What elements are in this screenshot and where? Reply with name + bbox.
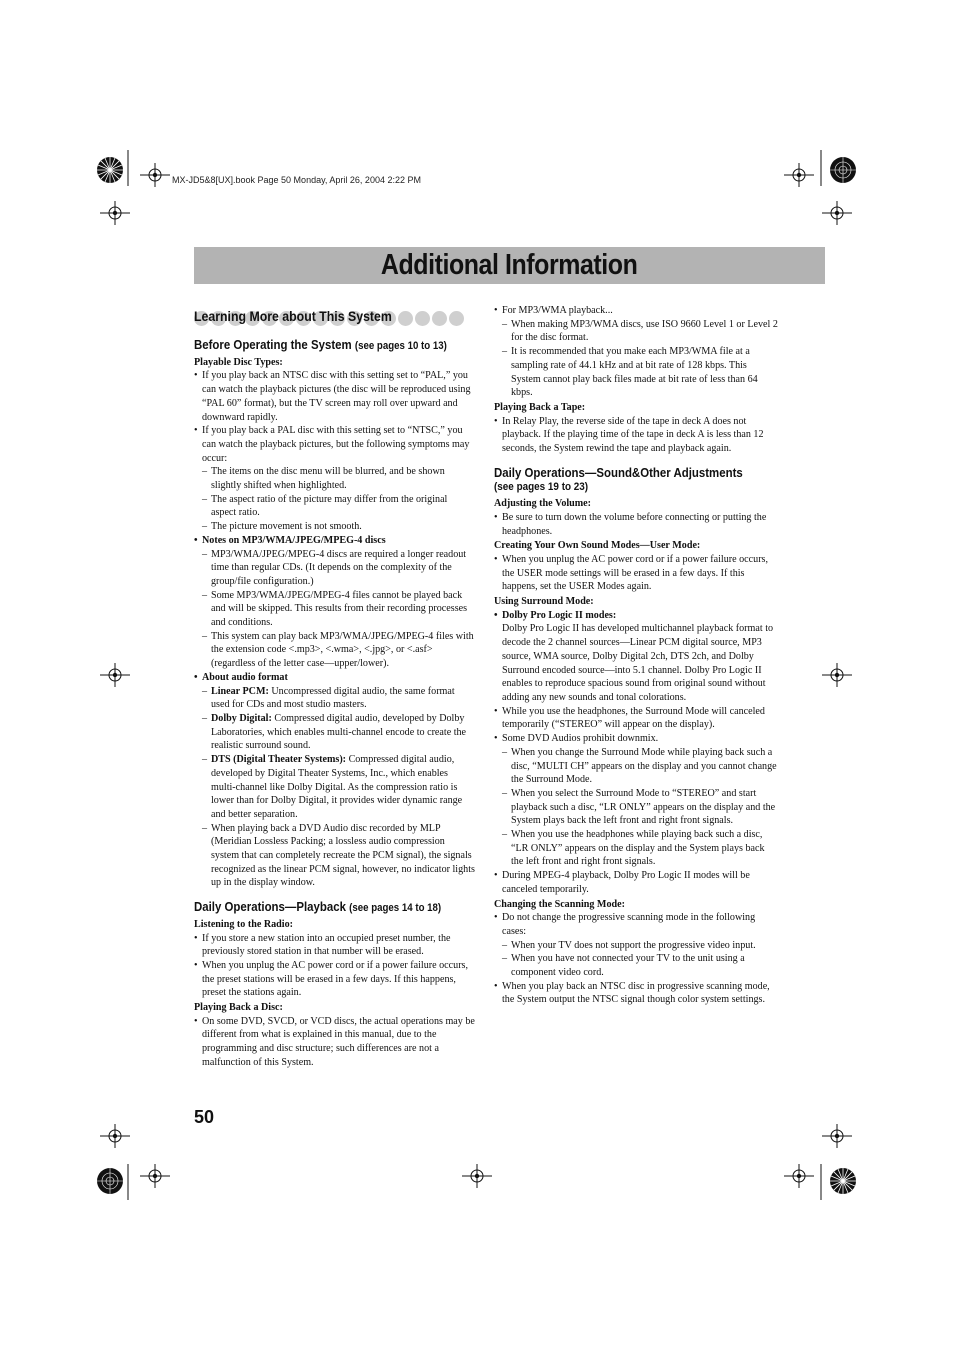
crop-mark-bottom-right <box>820 1160 860 1200</box>
audio-format-title: • About audio format <box>194 671 475 685</box>
crosshair-bottom-left-b <box>140 1164 170 1188</box>
crosshair-top-left-a <box>140 163 170 187</box>
crop-mark-top-right <box>820 150 860 190</box>
sound-adjustments-ref: (see pages 19 to 23) <box>494 481 589 494</box>
notes-title: • Notes on MP3/WMA/JPEG/MPEG-4 discs <box>194 534 475 548</box>
list-item: • For MP3/WMA playback... <box>494 304 778 318</box>
section-title: Learning More about This System <box>194 308 392 324</box>
list-item: – When you change the Surround Mode while playing back such a disc, “MULTI CH” appears on the display and you cannot change the Surround Mode. <box>494 746 778 787</box>
list-item: • While you use the headphones, the Surround Mode will canceled temporarily (“STEREO” will appear on the display). <box>494 705 778 732</box>
surround-mode-title: Using Surround Mode: <box>494 596 594 608</box>
page-title-band <box>194 247 825 284</box>
list-item: • If you store a new station into an occupied preset number, the previously stored station in that number will be erased. <box>194 932 475 959</box>
crosshair-bottom-center <box>462 1164 492 1188</box>
sound-adjustments-heading: Daily Operations—Sound&Other Adjustments <box>494 464 743 480</box>
list-item: – It is recommended that you make each MP3/WMA file at a sampling rate of 44.1 kHz and at bit rate of 128 kbps. This System cannot play back files made at bit rate of less than 64 kbps. <box>494 345 778 400</box>
list-item: • Do not change the progressive scanning mode in the following cases: <box>494 911 778 938</box>
crop-mark-top-left <box>90 150 130 190</box>
list-item: • Be sure to turn down the volume before connecting or putting the headphones. <box>494 511 778 538</box>
list-item: – When you have not connected your TV to the unit using a component video cord. <box>494 952 778 979</box>
list-item: – When you select the Surround Mode to “STEREO” and start playback such a disc, “LR ONLY” appears on the display and the System plays back the left front and right front signals. <box>494 787 778 828</box>
scanning-mode-title: Changing the Scanning Mode: <box>494 898 625 910</box>
right-column <box>494 304 778 1007</box>
user-mode-title: Creating Your Own Sound Modes—User Mode: <box>494 540 701 552</box>
print-header-line: MX-JD5&8[UX].book Page 50 Monday, April 26, 2004 2:22 PM <box>172 175 421 185</box>
crosshair-mid-right <box>822 663 852 687</box>
left-column <box>194 304 475 1070</box>
section-header <box>194 308 475 332</box>
list-item: • When you play back an NTSC disc in progressive scanning mode, the System output the NTSC signal though color system settings. <box>494 980 778 1007</box>
crosshair-bottom-right-a <box>822 1124 852 1148</box>
list-item: • When you unplug the AC power cord or if a power failure occurs, the preset stations will be erased in a few days. If this happens, preset the stations again. <box>194 959 475 1000</box>
list-item: – When playing back a DVD Audio disc recorded by MLP (Meridian Lossless Packing; a lossless audio compression system that can completely recreate the PCM signal), the signals recognized as the linear PCM signal, however, no indicator lights up in the display window. <box>194 822 475 891</box>
list-item: – Dolby Digital: Compressed digital audio, developed by Dolby Laboratories, which enables multi-channel encode to create the realistic surround sound. <box>194 712 475 753</box>
adjusting-volume-title: Adjusting the Volume: <box>494 498 592 510</box>
list-item: • During MPEG-4 playback, Dolby Pro Logic II modes will be canceled temporarily. <box>494 869 778 896</box>
crosshair-mid-left <box>100 663 130 687</box>
crosshair-bottom-left-a <box>100 1124 130 1148</box>
list-item: • If you play back a PAL disc with this setting set to “NTSC,” you can watch the playback pictures, but the following symptoms may occur: <box>194 424 475 465</box>
playing-disc-title: Playing Back a Disc: <box>194 1002 283 1014</box>
crosshair-top-right-b <box>822 201 852 225</box>
playback-heading: Daily Operations—Playback (see pages 14 to 18) <box>194 899 442 915</box>
page-number: 50 <box>194 1107 215 1127</box>
crosshair-top-left-b <box>100 201 130 225</box>
page-title: Additional Information <box>381 249 638 281</box>
playing-tape-title: Playing Back a Tape: <box>494 401 586 413</box>
before-operating-heading: Before Operating the System (see pages 10 to 13) <box>194 337 447 352</box>
list-item: – When you use the headphones while playing back such a disc, “LR ONLY” appears on the display and the System plays back the left front and right front signals. <box>494 828 778 869</box>
playable-disc-types-title: Playable Disc Types: <box>194 356 283 368</box>
list-item: – Some MP3/WMA/JPEG/MPEG-4 files cannot be played back and will be skipped. This results from their recording processes and conditions. <box>194 589 475 630</box>
list-item: • When you unplug the AC power cord or if a power failure occurs, the USER mode settings will be erased in a few days. If this happens, set the USER Modes again. <box>494 553 778 594</box>
list-item: – DTS (Digital Theater Systems): Compressed digital audio, developed by Digital Theater Systems, Inc., which enables multi-channel like Dolby Digital. As the compression ratio is lower than for Dolby Digital, it provides wider dynamic range and better separation. <box>194 753 475 822</box>
list-item: • In Relay Play, the reverse side of the tape in deck A does not playback. If the playing time of the tape in deck A is less than 12 seconds, the System rewind the tape and playback again. <box>494 415 778 456</box>
list-item: – Linear PCM: Uncompressed digital audio, the same format used for CDs and most studio masters. <box>194 685 475 712</box>
list-item: – MP3/WMA/JPEG/MPEG-4 discs are required a longer readout time than regular CDs. (It depends on the complexity of the group/file configuration.) <box>194 548 475 589</box>
crosshair-top-right-a <box>784 163 814 187</box>
list-item: – The items on the disc menu will be blurred, and be shown slightly shifted when highlighted. <box>194 465 475 492</box>
list-item: • If you play back an NTSC disc with this setting set to “PAL,” you can watch the playback pictures (the disc will be reproduced using “PAL 60” format), but the TV screen may roll over upward and downward rapidly. <box>194 369 475 424</box>
list-item: – When making MP3/WMA discs, use ISO 9660 Level 1 or Level 2 for the disc format. <box>494 318 778 345</box>
list-item: – The aspect ratio of the picture may differ from the original aspect ratio. <box>194 493 475 520</box>
list-item: • Some DVD Audios prohibit downmix. <box>494 732 778 746</box>
list-item: • On some DVD, SVCD, or VCD discs, the actual operations may be different from what is explained in this manual, due to the programming and disc structure; such differences are not a malfunction of this System. <box>194 1015 475 1070</box>
listening-radio-title: Listening to the Radio: <box>194 918 293 930</box>
list-item: – The picture movement is not smooth. <box>194 520 475 534</box>
list-item: • Dolby Pro Logic II modes: <box>494 609 778 623</box>
list-item-body: Dolby Pro Logic II has developed multichannel playback format to decode the 2 channel sources—Linear PCM digital source, MP3 source, WMA source, Dolby Digital 2ch, DTS 2ch, and Dolby Surround encoded source—into 5.1 channel. Dolby Pro Logic II enables to reproduce spacious sound from original sound without adding any new sounds and tonal colorations. <box>502 623 774 703</box>
list-item: – This system can play back MP3/WMA/JPEG/MPEG-4 files with the extension code <.mp3>, <.wma>, <.jpg>, or <.asf> (regardless of the letter case—upper/lower). <box>194 630 475 671</box>
crosshair-bottom-right-b <box>784 1164 814 1188</box>
list-item: – When your TV does not support the progressive video input. <box>494 939 778 953</box>
crop-mark-bottom-left <box>90 1160 130 1200</box>
